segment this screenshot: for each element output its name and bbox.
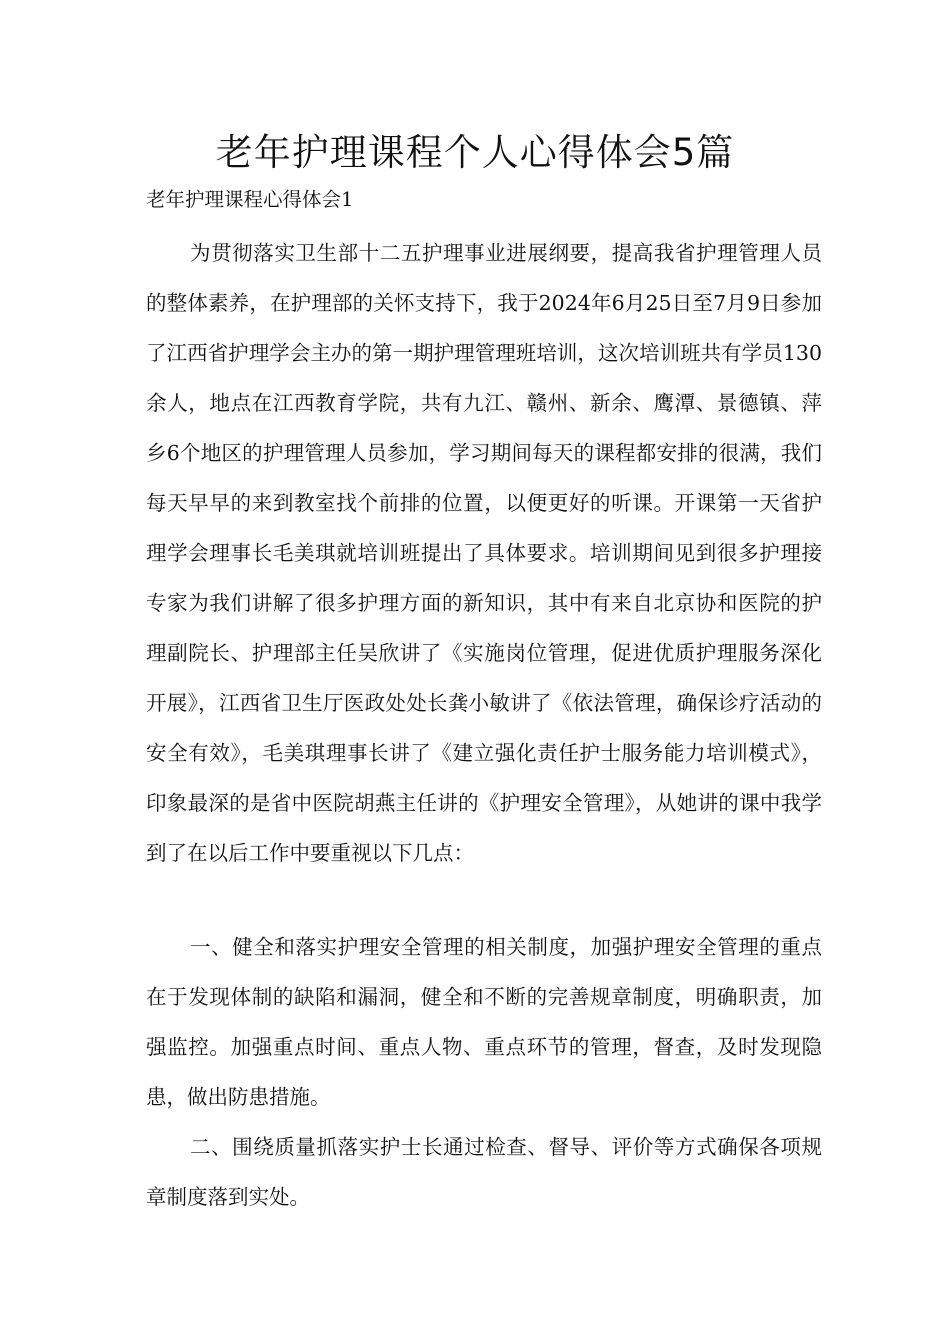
paragraph-intro: 为贯彻落实卫生部十二五护理事业进展纲要，提高我省护理管理人员的整体素养，在护理部的关怀支持下，我于2024年6月25日至7月9日参加了江西省护理学会主办的第一期护理管理班培训，这次培训班共有学员130余人，地点在江西教育学院，共有九江、赣州、新余、鹰潭、景德镇、萍乡6个地区的护理管理人员参加，学习期间每天的课程都安排的很满，我们每天早早的来到教室找个前排的位置，以便更好的听课。开课第一天省护理学会理事长毛美琪就培训班提出了具体要求。培训期间见到很多护理接专家为我们讲解了很多护理方面的新知识，其中有来自北京协和医院的护理副院长、护理部主任吴欣讲了《实施岗位管理，促进优质护理服务深化开展》，江西省卫生厅医政处处长龚小敏讲了《依法管理，确保诊疗活动的安全有效》，毛美琪理事长讲了《建立强化责任护士服务能力培训模式》，印象最深的是省中医院胡燕主任讲的《护理安全管理》，从她讲的课中我学到了在以后工作中要重视以下几点： [146,241,822,865]
paragraph-point-two: 二、围绕质量抓落实护士长通过检查、督导、评价等方式确保各项规章制度落到实处。 [146,1135,822,1209]
paragraph-point-one: 一、健全和落实护理安全管理的相关制度，加强护理安全管理的重点在于发现体制的缺陷和漏洞，健全和不断的完善规章制度，明确职责，加强监控。加强重点时间、重点人物、重点环节的管理，督查，及时发现隐患，做出防患措施。 [146,935,822,1109]
section-heading: 老年护理课程心得体会1 [146,188,354,211]
document-title: 老年护理课程个人心得体会5篇 [215,131,735,174]
